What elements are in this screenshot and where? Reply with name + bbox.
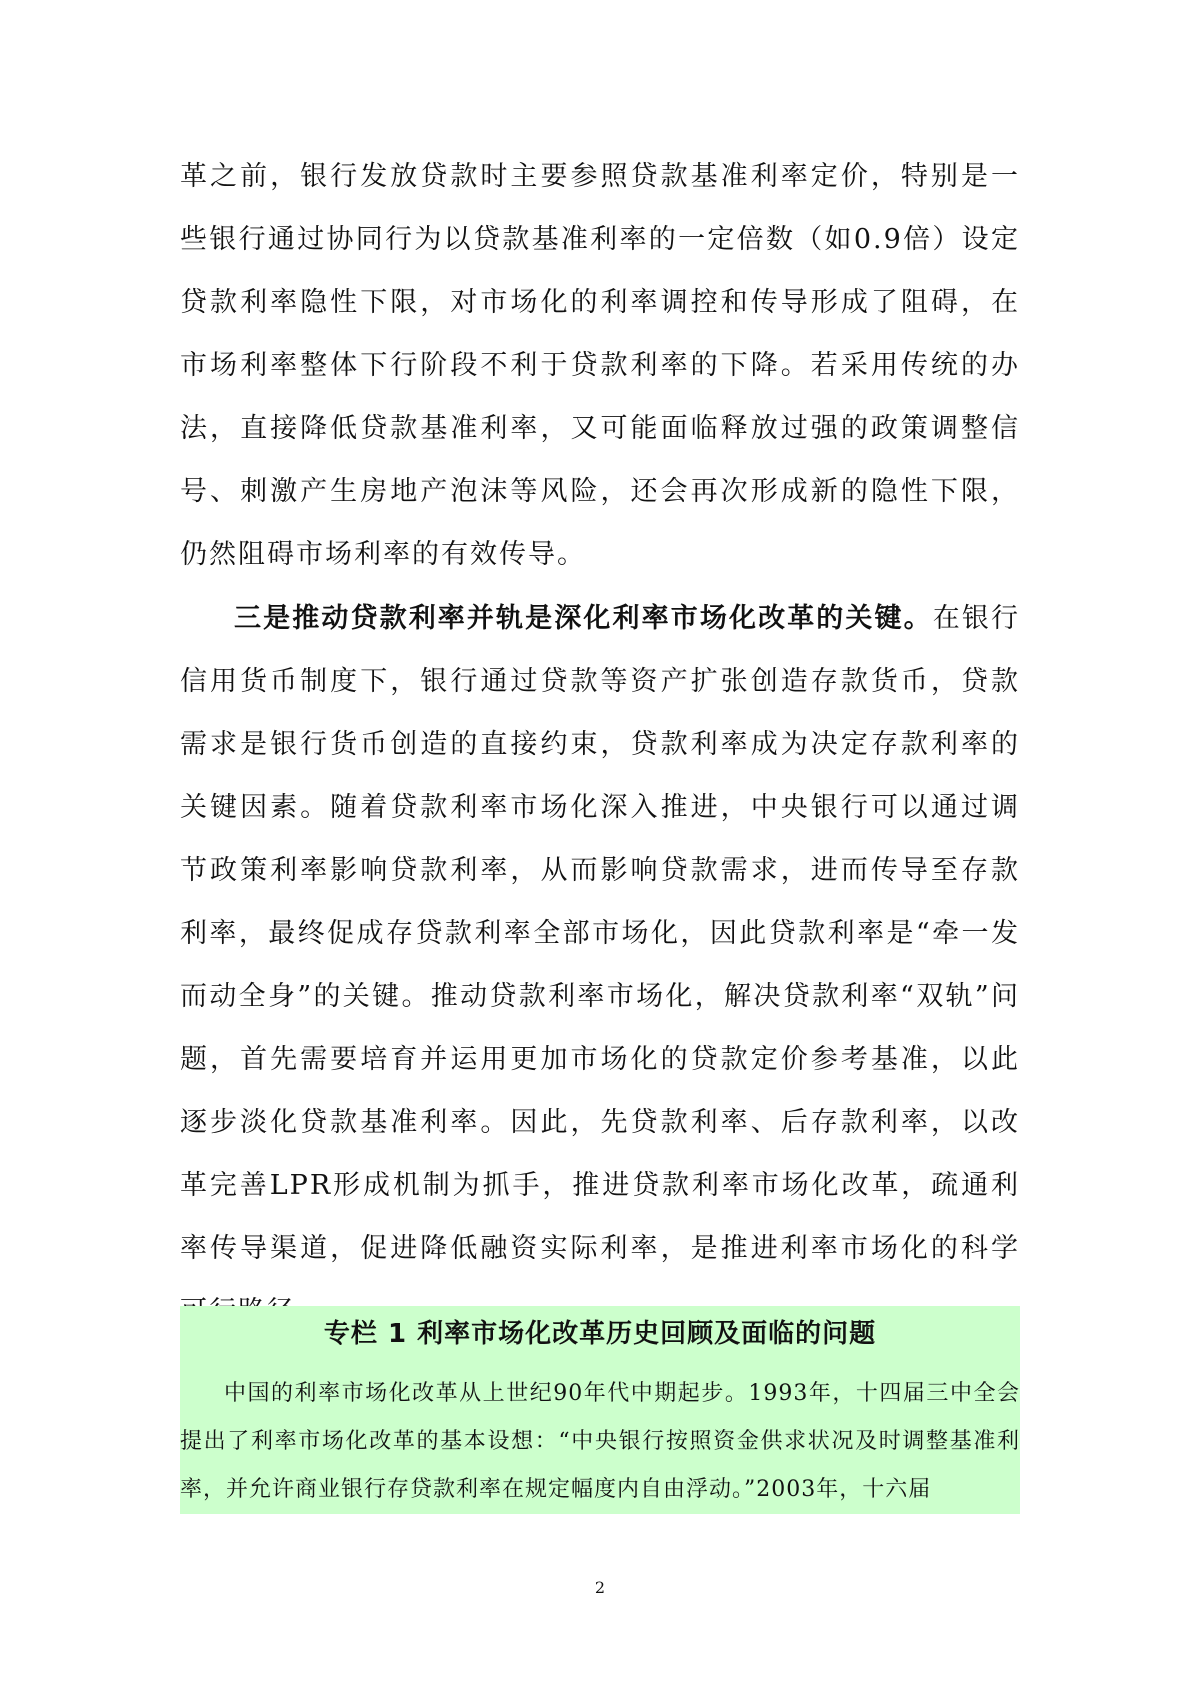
paragraph-2-text: [180, 587, 1020, 1343]
column-body: [180, 1370, 1020, 1514]
paragraph-1-text: 革之前，银行发放贷款时主要参照贷款基准利率定价，特别是一些银行通过协同行为以贷款基准利率的一定倍数（如0.9倍）设定贷款利率隐性下限，对市场化的利率调控和传导形成了阻碍，在市场利率整体下行阶段不利于贷款利率的下降。若采用传统的办法，直接降低贷款基准利率，又可能面临释放过强的政策调整信号、刺激产生房地产泡沫等风险，还会再次形成新的隐性下限，仍然阻碍市场利率的有效传导。: [180, 161, 1020, 570]
page-number: 2: [594, 1578, 606, 1597]
column-title: 专栏 1 利率市场化改革历史回顾及面临的问题: [323, 1319, 877, 1349]
paragraph-2: [180, 587, 1020, 1343]
paragraph-2-body: 在银行信用货币制度下，银行通过贷款等资产扩张创造存款货币，贷款需求是银行货币创造的直接约束，贷款利率成为决定存款利率的关键因素。随着贷款利率市场化深入推进，中央银行可以通过调节政策利率影响贷款利率，从而影响贷款需求，进而传导至存款利率，最终促成存贷款利率全部市场化，因此贷款利率是“牵一发而动全身”的关键。推动贷款利率市场化，解决贷款利率“双轨”问题，首先需要培育并运用更加市场化的贷款定价参考基准，以此逐步淡化贷款基准利率。因此，先贷款利率、后存款利率，以改革完善LPR形成机制为抓手，推进贷款利率市场化改革，疏通利率传导渠道，促进降低融资实际利率，是推进利率市场化的科学: [180, 603, 1021, 1264]
column-box: [180, 1306, 1020, 1514]
paragraph-2-lead: 三是推动贷款利率并轨是深化利率市场化改革的关键。: [234, 603, 933, 634]
paragraph-1: [180, 145, 1020, 586]
column-body-text: 中国的利率市场化改革从上世纪90年代中期起步。1993年，十四届三中全会提出了利率市场化改革的基本设想：“中央银行按照资金供求状况及时调整基准利率，并允许商业银行存贷款利率在规定幅度内自由浮动。”2003年，十六届: [180, 1381, 1020, 1502]
